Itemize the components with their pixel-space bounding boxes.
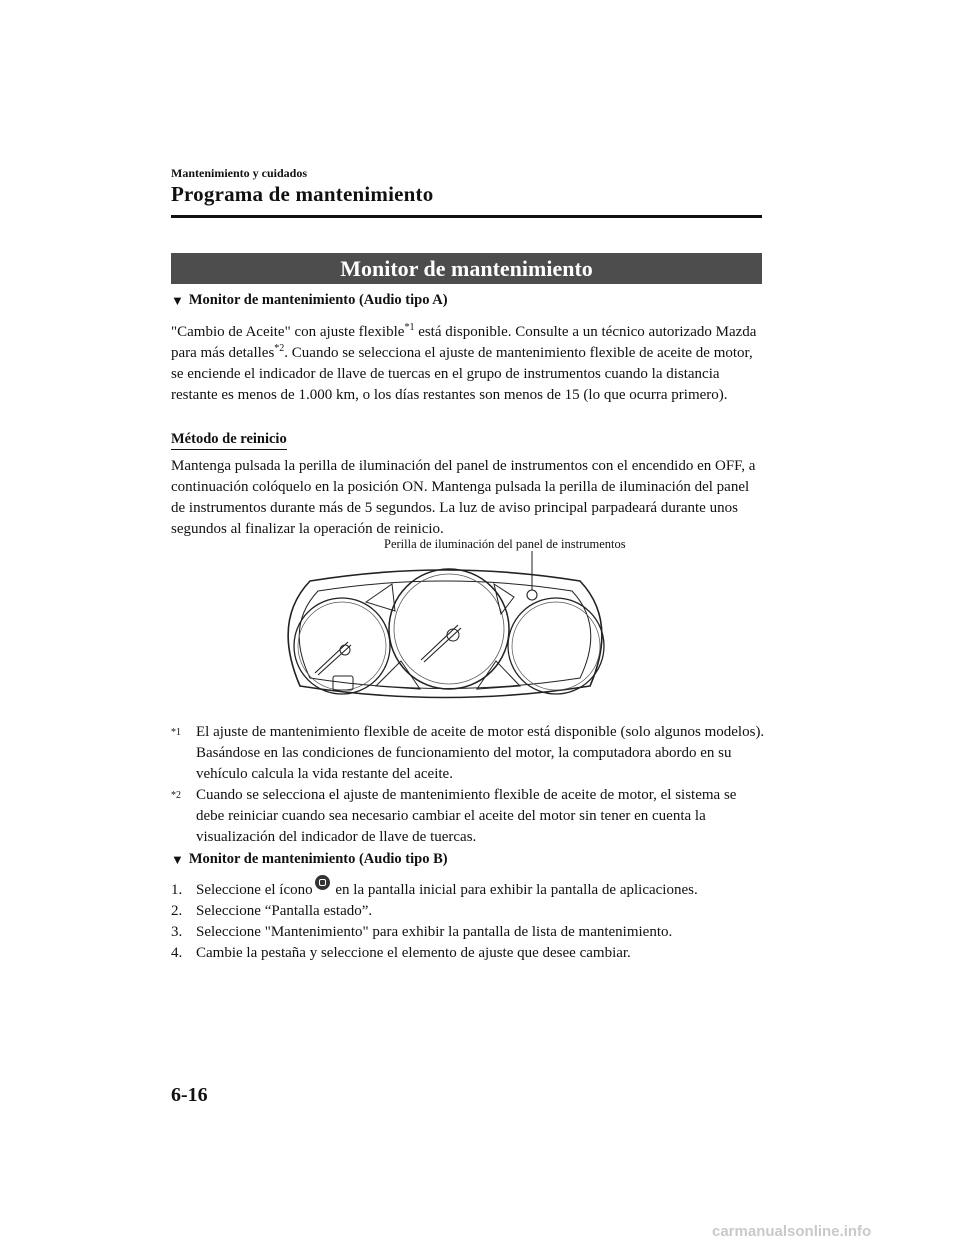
list-item: 3. Seleccione "Mantenimiento" para exhibir la pantalla de lista de mantenimiento. [171,924,673,940]
footnote-2 [171,785,766,848]
watermark[interactable]: carmanualsonline.info [712,1223,872,1240]
subsection-b-heading [171,851,448,868]
reset-paragraph: Mantenga pulsada la perilla de iluminación del panel de instrumentos con el encendido en OFF, a continuación colóquelo en la posición ON. Mantenga pulsada la perilla de iluminación del panel de instrumentos durante más de 5 segundos. La luz de aviso principal parpadeará durante unos segundos al finalizar la operación de reinicio. [171,458,756,537]
steps-list [171,880,766,964]
footnote-ref-1[interactable]: *1 [404,322,415,333]
triangle-bullet-icon: ▼ [171,292,184,308]
list-item: 4. Cambie la pestaña y seleccione el elemento de ajuste que desee cambiar. [171,945,631,961]
page-number: 6-16 [171,1084,208,1106]
applications-icon [315,875,330,890]
title-rule [171,215,762,218]
reset-method-heading: Método de reinicio [171,431,287,450]
chapter-label: Mantenimiento y cuidados [171,166,308,180]
figure-callout-label: Perilla de iluminación del panel de instrumentos [384,537,626,551]
triangle-bullet-icon: ▼ [171,851,184,867]
footnote-1-text: El ajuste de mantenimiento flexible de aceite de motor está disponible (solo algunos modelos). Basándose en las condiciones de funcionamiento del motor, la computadora abordo en su vehículo calcula la vida restante del aceite. [196,724,765,782]
instrument-cluster-figure [270,551,620,713]
illumination-knob[interactable] [527,590,537,600]
subsection-a-title: Monitor de mantenimiento (Audio tipo A) [188,292,448,308]
footnote-2-mark: *2 [171,790,181,801]
topic-banner: Monitor de mantenimiento [171,253,762,284]
intro-text-1: "Cambio de Aceite" con ajuste flexible [171,324,405,340]
intro-paragraph [171,322,766,406]
section-title: Programa de mantenimiento [171,182,434,206]
footnote-2-text: Cuando se selecciona el ajuste de mantenimiento flexible de aceite de motor, el sistema se debe reiniciar cuando sea necesario cambiar el aceite del motor sin tener en cuenta la visualización del indicador de llave de tuercas. [196,787,737,845]
footnote-1 [171,722,766,785]
footnote-1-mark: *1 [171,727,181,738]
footnote-ref-2[interactable]: *2 [274,343,285,354]
intro-text-3: . Cuando se selecciona el ajuste de mantenimiento flexible de aceite de motor, se enciende el indicador de llave de tuercas en el grupo de instrumentos cuando la distancia restante es menos de 1.000 km, o los días restantes son menos de 15 (lo que ocurra primero). [171,345,753,403]
subsection-a-heading [171,292,448,309]
intro-text-2: está disponible. Consulte a un técnico autorizado Mazda para más detalles [171,324,757,361]
list-item: 2. Seleccione “Pantalla estado”. [171,903,373,919]
list-item: 1. Seleccione el ícono en la pantalla inicial para exhibir la pantalla de aplicaciones. [171,880,766,901]
subsection-b-title: Monitor de mantenimiento (Audio tipo B) [188,851,448,867]
